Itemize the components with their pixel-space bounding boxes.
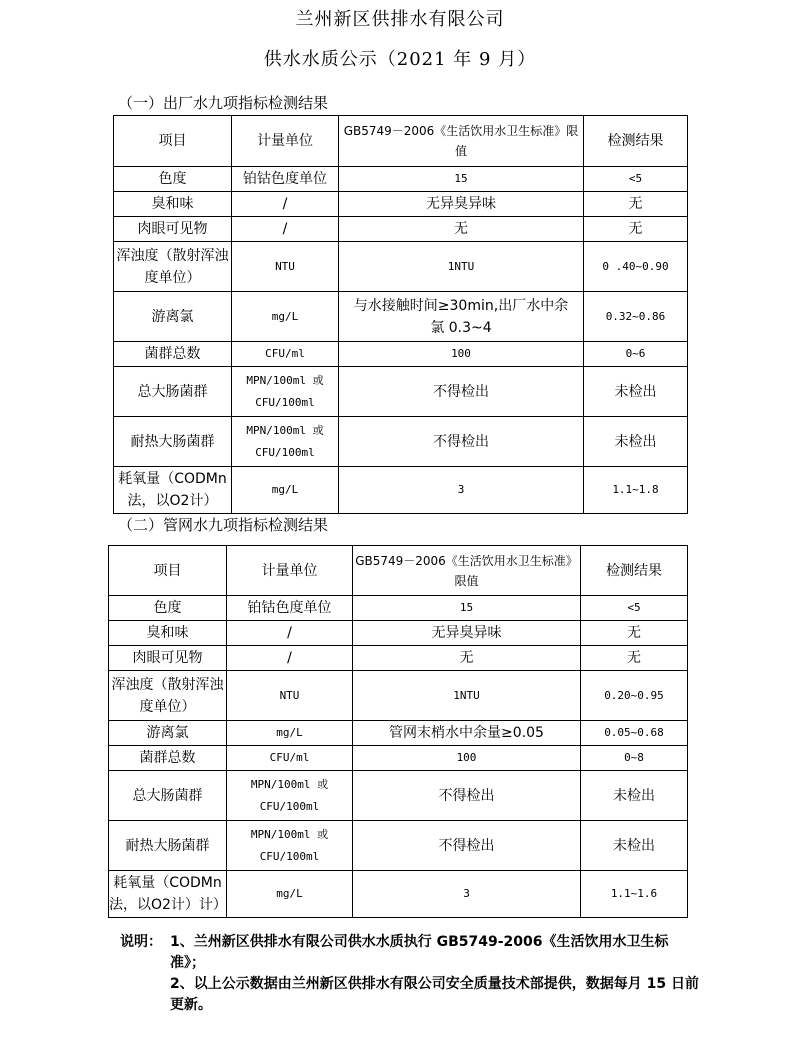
result-cell: 0.05~0.68 [581,721,688,746]
limit-cell: 不得检出 [353,821,581,871]
limit-cell: 1NTU [353,671,581,721]
table-row [114,192,688,217]
limit-cell: 不得检出 [353,771,581,821]
result-cell: 0 .40~0.90 [584,242,688,292]
item-cell: 臭和味 [114,192,232,217]
limit-cell: 3 [353,871,581,918]
unit-cell: MPN/100ml 或 CFU/100ml [227,821,353,871]
table-row [114,217,688,242]
note-item-2: 2、以上公示数据由兰州新区供排水有限公司安全质量技术部提供，数据每月 15 日前更新。 [170,976,699,1013]
result-cell: 0~8 [581,746,688,771]
item-cell: 总大肠菌群 [109,771,227,821]
limit-cell: 不得检出 [339,367,584,417]
limit-cell: 管网末梢水中余量≥0.05 [353,721,581,746]
company-title: 兰州新区供排水有限公司 [295,9,505,30]
result-cell: 0.32~0.86 [584,292,688,342]
result-cell: 未检出 [584,417,688,467]
result-cell: <5 [581,596,688,621]
item-cell: 耐热大肠菌群 [114,417,232,467]
table-row [109,596,688,621]
limit-cell: 15 [353,596,581,621]
unit-cell: CFU/ml [232,342,339,367]
result-cell: 无 [584,192,688,217]
result-cell: 未检出 [584,367,688,417]
section1-title: （一）出厂水九项指标检测结果 [118,94,329,112]
result-cell: 0~6 [584,342,688,367]
unit-cell: mg/L [232,467,339,514]
result-cell: 未检出 [581,821,688,871]
table-row [109,771,688,821]
factory-water-table [113,115,688,514]
table-row [109,621,688,646]
unit-cell: / [227,646,353,671]
item-cell: 色度 [114,167,232,192]
col-header-result: 检测结果 [581,546,688,596]
table-row [109,671,688,721]
item-cell: 游离氯 [109,721,227,746]
col-header-limit: GB5749－2006《生活饮用水卫生标准》限值 [353,546,581,596]
table-row [114,367,688,417]
limit-cell: 无异臭异味 [339,192,584,217]
result-cell: 1.1~1.6 [581,871,688,918]
limit-cell: 100 [353,746,581,771]
item-cell: 色度 [109,596,227,621]
table-row [109,746,688,771]
unit-cell: 铂钴色度单位 [232,167,339,192]
result-cell: 未检出 [581,771,688,821]
item-cell: 菌群总数 [109,746,227,771]
result-cell: 0.20~0.95 [581,671,688,721]
limit-cell: 无 [353,646,581,671]
note-item-1: 1、兰州新区供排水有限公司供水水质执行 GB5749-2006《生活饮用水卫生标准》； [170,934,669,971]
unit-cell: CFU/ml [227,746,353,771]
limit-cell: 1NTU [339,242,584,292]
table-row [114,467,688,514]
item-cell: 耗氧量（CODMn法，以O2计） [114,467,232,514]
limit-cell: 与水接触时间≥30min,出厂水中余氯 0.3~4 [339,292,584,342]
item-cell: 浑浊度（散射浑浊度单位） [109,671,227,721]
unit-cell: / [232,192,339,217]
item-cell: 耗氧量（CODMn法，以O2计）计） [109,871,227,918]
table-row [114,292,688,342]
unit-cell: NTU [232,242,339,292]
result-cell: <5 [584,167,688,192]
limit-cell: 无 [339,217,584,242]
result-cell: 无 [581,646,688,671]
result-cell: 无 [584,217,688,242]
table-row [109,821,688,871]
col-header-unit: 计量单位 [227,546,353,596]
limit-cell: 不得检出 [339,417,584,467]
col-header-item: 项目 [109,546,227,596]
table-row [109,646,688,671]
item-cell: 游离氯 [114,292,232,342]
limit-cell: 15 [339,167,584,192]
item-cell: 总大肠菌群 [114,367,232,417]
limit-cell: 100 [339,342,584,367]
table-row [114,242,688,292]
table-row [109,721,688,746]
section2-title: （二）管网水九项指标检测结果 [118,516,329,534]
unit-cell: / [232,217,339,242]
table-row [114,417,688,467]
item-cell: 臭和味 [109,621,227,646]
unit-cell: NTU [227,671,353,721]
unit-cell: mg/L [227,721,353,746]
unit-cell: MPN/100ml 或 CFU/100ml [227,771,353,821]
unit-cell: mg/L [227,871,353,918]
notes-block [120,932,700,1016]
item-cell: 肉眼可见物 [109,646,227,671]
item-cell: 肉眼可见物 [114,217,232,242]
unit-cell: MPN/100ml 或 CFU/100ml [232,367,339,417]
page-subtitle: 供水水质公示（2021 年 9 月） [263,49,537,70]
col-header-limit: GB5749－2006《生活饮用水卫生标准》限值 [339,116,584,167]
unit-cell: 铂钴色度单位 [227,596,353,621]
unit-cell: mg/L [232,292,339,342]
table-header-row [109,546,688,596]
col-header-result: 检测结果 [584,116,688,167]
table-row [114,167,688,192]
item-cell: 菌群总数 [114,342,232,367]
item-cell: 耐热大肠菌群 [109,821,227,871]
item-cell: 浑浊度（散射浑浊度单位） [114,242,232,292]
limit-cell: 无异臭异味 [353,621,581,646]
unit-cell: MPN/100ml 或 CFU/100ml [232,417,339,467]
limit-cell: 3 [339,467,584,514]
table-header-row [114,116,688,167]
unit-cell: / [227,621,353,646]
notes-label: 说明： [120,934,162,950]
col-header-item: 项目 [114,116,232,167]
table-row [109,871,688,918]
result-cell: 1.1~1.8 [584,467,688,514]
network-water-table [108,545,688,918]
table-row [114,342,688,367]
col-header-unit: 计量单位 [232,116,339,167]
result-cell: 无 [581,621,688,646]
